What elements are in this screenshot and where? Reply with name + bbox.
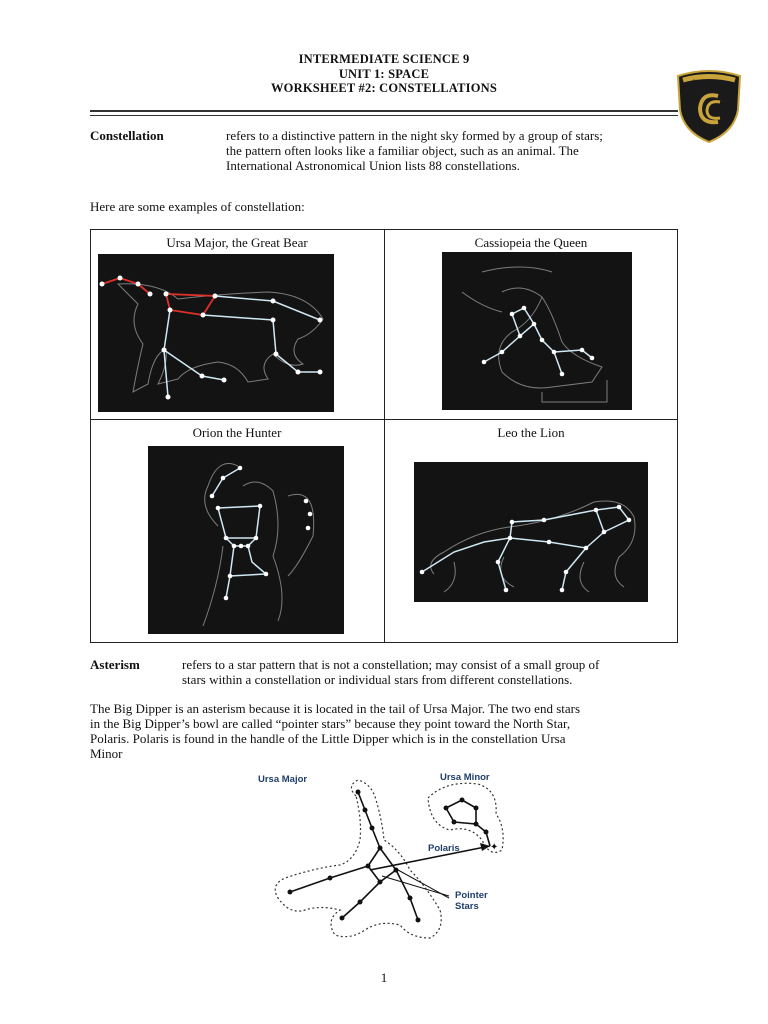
paragraph-line: Polaris. Polaris is found in the handle of the Little Dipper which is in the constellation Ursa <box>90 731 566 746</box>
paragraph-line: Minor <box>90 746 123 761</box>
worksheet-unit: UNIT 1: SPACE <box>338 67 430 81</box>
label-pointer: Pointer <box>455 890 488 901</box>
label-ursa-major: Ursa Major <box>258 774 308 785</box>
asterism-definition-line2: stars within a constellation or individual stars from different constellations. <box>182 672 573 687</box>
caption-orion: Orion the Hunter <box>192 425 282 440</box>
paragraph-line: in the Big Dipper’s bowl are called “pointer stars” because they point toward the North Star, <box>90 716 571 731</box>
svg-text:✦: ✦ <box>490 842 499 853</box>
label-ursa-minor: Ursa Minor <box>440 772 490 783</box>
definition-line: refers to a distinctive pattern in the night sky formed by a group of stars; <box>226 128 603 143</box>
definition-line: International Astronomical Union lists 88 constellations. <box>226 158 520 173</box>
constellation-term: Constellation <box>90 128 164 143</box>
asterism-definition-line1: refers to a star pattern that is not a constellation; may consist of a small group of <box>182 657 600 672</box>
asterism-term: Asterism <box>90 657 140 672</box>
worksheet-title: WORKSHEET #2: CONSTELLATIONS <box>270 81 498 95</box>
label-stars: Stars <box>455 901 479 912</box>
definition-line: the pattern often looks like a familiar object, such as an animal. The <box>226 143 579 158</box>
svg-text:Crescent College: Crescent College <box>691 80 727 85</box>
ursa-diagram <box>250 770 520 950</box>
header-rule-thin <box>90 115 678 116</box>
header-rule-thick <box>90 110 678 112</box>
cassiopeia-image <box>442 252 632 410</box>
constellation-definition <box>226 128 686 173</box>
caption-ursa-major: Ursa Major, the Great Bear <box>166 235 308 250</box>
orion-image <box>148 446 344 634</box>
table-divider-horizontal <box>90 419 678 420</box>
label-polaris: Polaris <box>428 843 460 854</box>
worksheet-course: INTERMEDIATE SCIENCE 9 <box>298 52 470 66</box>
ursa-major-image <box>98 254 334 412</box>
paragraph-line: The Big Dipper is an asterism because it is located in the tail of Ursa Major. The two end stars <box>90 701 581 716</box>
examples-intro: Here are some examples of constellation: <box>90 199 305 214</box>
leo-image <box>414 462 648 602</box>
big-dipper-paragraph <box>90 701 690 761</box>
page-number: 1 <box>380 970 388 985</box>
caption-cassiopeia: Cassiopeia the Queen <box>474 235 588 250</box>
caption-leo: Leo the Lion <box>497 425 565 440</box>
